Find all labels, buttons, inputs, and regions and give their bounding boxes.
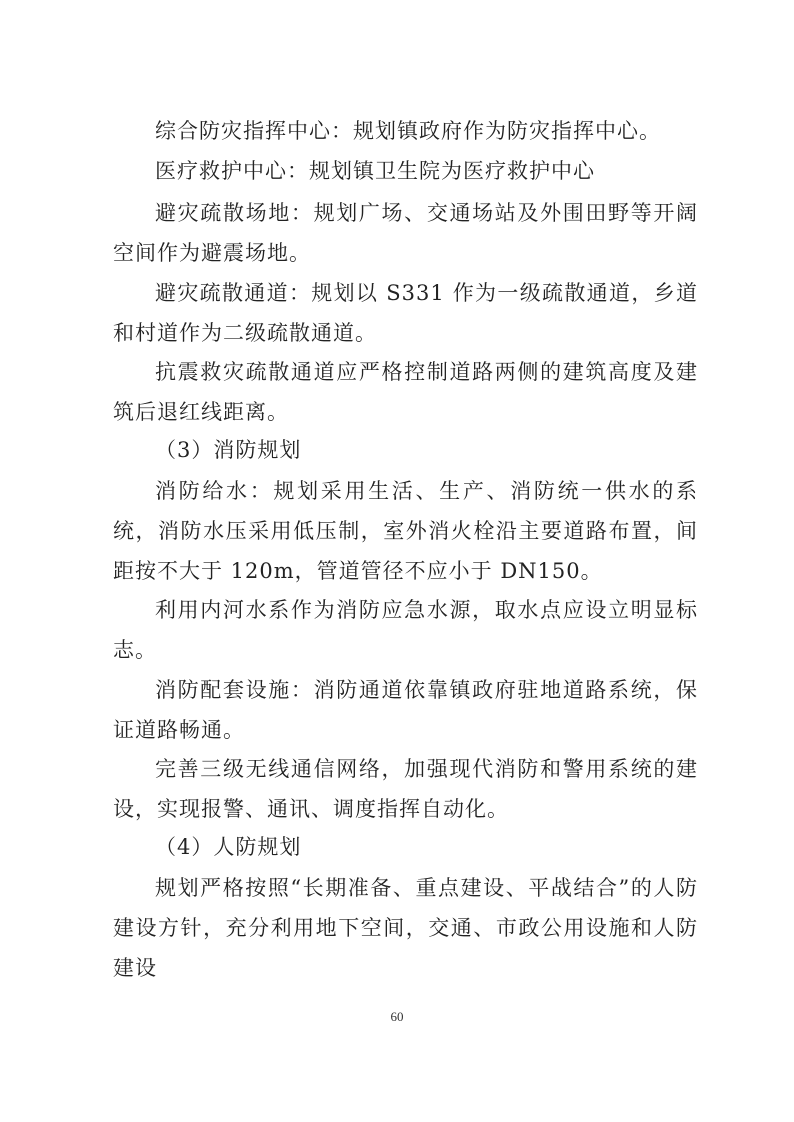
paragraph-communication: 完善三级无线通信网络，加强现代消防和警用系统的建设，实现报警、通讯、调度指挥自动化。 [113,757,698,821]
page-number: 60 [390,1009,404,1024]
paragraph-building-control: 抗震救灾疏散通道应严格控制道路两侧的建筑高度及建筑后退红线距离。 [113,360,698,424]
paragraph-civil-defense: 规划严格按照“长期准备、重点建设、平战结合”的人防建设方针，充分利用地下空间，交通、市政公用设施和人防建设 [113,876,698,980]
paragraph-river-source: 利用内河水系作为消防应急水源，取水点应设立明显标志。 [113,598,698,662]
paragraph-evacuation-site: 避灾疏散场地：规划广场、交通场站及外围田野等开阔空间作为避震场地。 [113,201,698,265]
section-heading-fire: （3）消防规划 [155,438,302,462]
paragraph-medical-center: 医疗救护中心：规划镇卫生院为医疗救护中心 [155,159,595,183]
paragraph-command-center: 综合防灾指挥中心：规划镇政府作为防灾指挥中心。 [155,119,661,143]
paragraph-fire-water: 消防给水：规划采用生活、生产、消防统一供水的系统，消防水压采用低压制，室外消火栓沿主要道路布置，间距按不大于 120m，管道管径不应小于 DN150。 [113,479,698,583]
paragraph-evacuation-route: 避灾疏散通道：规划以 S331 作为一级疏散通道，乡道和村道作为二级疏散通道。 [113,281,698,345]
section-heading-civil-defense: （4）人防规划 [155,835,302,859]
paragraph-fire-facilities: 消防配套设施：消防通道依靠镇政府驻地道路系统，保证道路畅通。 [113,678,698,742]
